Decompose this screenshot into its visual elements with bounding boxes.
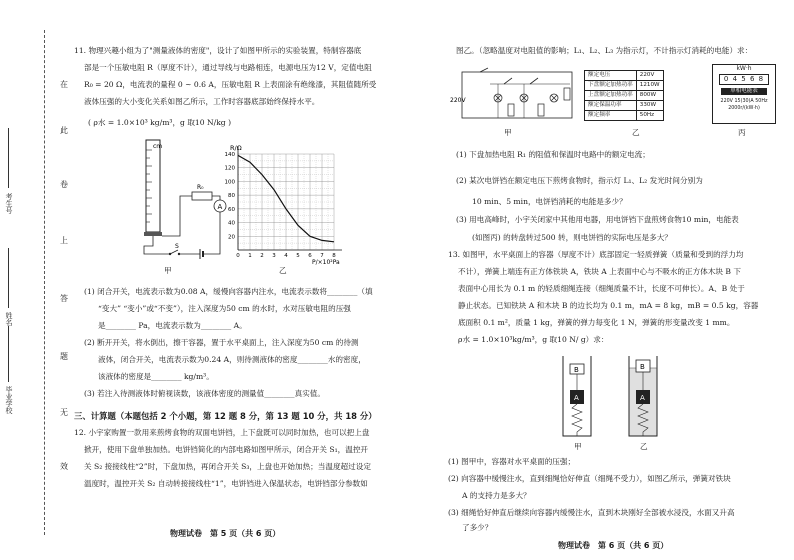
page-footer: 物理试卷 第 6 页（共 6 页） (558, 541, 669, 550)
binding-margin (0, 0, 70, 560)
q13-sub: (2) 向容器中缓慢注水，直到细绳恰好伸直（细绳不受力），如图乙所示，弹簧对铁块 (448, 474, 731, 483)
param-name: 上盘额定加热功率 (585, 91, 637, 101)
table-row (585, 111, 664, 121)
container-spring-figure-jia (562, 356, 592, 438)
table-row (585, 71, 664, 81)
q11-sub: 是________ Pa，电流表示数为________ A。 (98, 321, 247, 330)
x-tick-label: 6 (308, 253, 312, 259)
table-row (585, 91, 664, 101)
x-tick-label: 7 (320, 253, 324, 259)
table-row (585, 81, 664, 91)
q13-sub: (3) 细绳恰好伸直后继续向容器内缓慢注水，直到木块刚好全部被水浸没，水面又升高 (448, 508, 735, 517)
margin-label-name: 姓名 (5, 312, 13, 326)
q13-line: 不计），弹簧上端连有正方体铁块 A，铁块 A 上表面中心与不吸水的正方体木块 B 下 (458, 267, 742, 276)
q13-line: ρ水 = 1.0×10³kg/m³，g 取10 N/ g）求： (458, 335, 609, 344)
meter-type: 单相电能表 (721, 88, 767, 95)
q11-sub: “变大” “变小”或“不变”），注入深度为50 cm 的水时，水对压敏电阻的压强 (98, 304, 351, 313)
x-tick-label: 2 (260, 253, 264, 259)
param-name: 额定频率 (585, 111, 637, 121)
meter-unit: kW·h (736, 65, 752, 72)
q13-sub: A 的支持力是多大？ (462, 491, 531, 500)
scale-ticks (146, 150, 152, 222)
pressure-sensor (144, 232, 162, 236)
q13-line: 底面积 0.1 m²，质量 1 kg，弹簧的弹力每变化 1 N，弹簧的形变量改变 1 mm。 (458, 318, 735, 327)
param-value: 330W (636, 101, 663, 111)
switch-s3 (530, 78, 538, 84)
figure-label-jia: 甲 (504, 128, 512, 137)
svg-text:R₀: R₀ (197, 184, 204, 191)
q12-sub: (2) 某次电饼铛在额定电压下煎烤食物时，指示灯 L₁、L₂ 发光时间分别为 (456, 176, 703, 185)
seal-char: 上 (60, 236, 68, 245)
seal-char: 卷 (60, 180, 68, 189)
q11-sub: (2) 断开开关，将水倒出，擦干容器，置于水平桌面上，注入深度为50 cm 的待测 (84, 338, 359, 347)
seal-char: 在 (60, 80, 68, 89)
page-5 (74, 0, 404, 560)
q11-line: ( ρ水 = 1.0×10³ kg/m³，g 取10 N/kg ) (88, 118, 232, 127)
svg-text:B: B (574, 366, 579, 374)
q12-line: 温度时，温控开关 S₂ 自动转接接线柱“1”，电饼铛进入保温状态，电饼铛部分参数如 (84, 479, 368, 488)
x-tick-label: 0 (236, 253, 240, 259)
r-p-chart (216, 142, 366, 266)
q12-line: 12. 小宇家购置一款用来煎烤食物的双面电饼铛，上下盘既可以同时加热，也可以把上盘 (74, 428, 370, 437)
x-tick-label: 5 (296, 253, 300, 259)
blank-line (8, 248, 9, 308)
q12-sub: 10 min、5 min，电饼铛消耗的电能是多少？ (472, 197, 627, 206)
container-spring-figure-yi (628, 356, 658, 438)
blank-line (8, 128, 9, 188)
q12-sub: (如图丙) 的转盘转过500 转，则电饼铛的实际电压是多大？ (472, 233, 672, 242)
seal-char: 效 (60, 462, 68, 471)
param-name: 额定保温功率 (585, 101, 637, 111)
cooker-circuit (450, 64, 580, 126)
q11-line: 液体压强的大小变化关系如图乙所示，工作时容器底部始终保持水平。 (84, 97, 320, 106)
q11-sub: 该液体的密度是________ kg/m³。 (98, 372, 214, 381)
figure-label-bing: 丙 (738, 128, 746, 137)
seal-char: 答 (60, 294, 68, 303)
cm-label: cm (153, 143, 163, 150)
q13-line: 13. 如图甲，水平桌面上的容器（厚度不计）底部固定一轻质弹簧（质量和受到的浮力均 (448, 250, 744, 259)
svg-text:A: A (640, 394, 645, 402)
y-tick-label: 40 (228, 220, 235, 227)
seal-char: 此 (60, 126, 68, 135)
heating-resistors (508, 88, 570, 116)
y-tick-label: 140 (224, 152, 235, 158)
q12-sub: (3) 用电高峰时，小宇关闭家中其他用电器，用电饼铛下盘煎烤食物10 min，电能表 (456, 215, 739, 224)
chart-xlabel: P/×10²Pa (312, 259, 340, 266)
param-name: 下盘额定加热功率 (585, 81, 637, 91)
seal-char: 题 (60, 352, 68, 361)
intro-line: 图乙。（忽略温度对电阻值的影响；L₁、L₂、L₃ 为指示灯，不计指示灯消耗的电能）求： (456, 46, 753, 55)
param-value: 50Hz (636, 111, 663, 121)
param-value: 220V (636, 71, 663, 81)
page-6 (432, 0, 788, 560)
param-value: 800W (636, 91, 663, 101)
x-tick-label: 4 (284, 253, 288, 259)
resistor-r0 (192, 192, 212, 200)
q13-sub: (1) 图甲中，容器对水平桌面的压强； (448, 457, 576, 466)
svg-text:A: A (574, 394, 579, 402)
section-heading: 三、计算题（本题包括 2 个小题，第 12 题 8 分，第 13 题 10 分，共 18 分） (74, 411, 377, 421)
figure-container-circuit (130, 136, 230, 266)
q11-line: 11. 物理兴趣小组为了"测量液体的密度"，设计了如图甲所示的实验装置，特制容器底 (74, 46, 362, 55)
figure-label-jia: 甲 (164, 266, 172, 275)
parameter-table (584, 70, 664, 121)
chart-ylabel: R/Ω (230, 144, 242, 152)
switch-s (170, 250, 178, 254)
y-tick-label: 100 (224, 179, 235, 186)
figure-label-yi: 乙 (279, 266, 287, 275)
binding-dashed-line (44, 30, 45, 535)
svg-text:B: B (640, 363, 645, 371)
x-tick-label: 1 (248, 253, 252, 259)
figure-label-yi: 乙 (632, 128, 640, 137)
q13-line: 表面中心用长为 0.1 m 的轻质细绳连接（细绳质量不计，长度不可伸长）。A、B 处于 (458, 284, 745, 293)
q13-line: 静止状态。已知铁块 A 和木块 B 的边长均为 0.1 m，mA = 8 kg，mB = 0.5 kg，容器 (458, 301, 759, 310)
q12-sub: (1) 下盘加热电阻 R₁ 的阻值和保温时电路中的额定电流； (456, 150, 650, 159)
y-tick-label: 20 (228, 234, 235, 241)
x-tick-label: 8 (332, 253, 336, 259)
table-row (585, 101, 664, 111)
y-tick-label: 120 (224, 165, 235, 172)
q11-line: R₀ = 20 Ω，电流表的量程 0 ~ 0.6 A，压敏电阻 R 上表面涂有绝缘漆，其阻值随所受 (84, 80, 377, 89)
q13-sub: 了多少？ (462, 523, 493, 532)
q11-sub: 液体，闭合开关，电流表示数为0.24 A，则待测液体的密度________水的密度， (98, 355, 366, 364)
x-tick-label: 3 (272, 253, 276, 259)
margin-label-exam-id: 考生号 (5, 193, 13, 214)
energy-meter (712, 64, 776, 124)
page-footer: 物理试卷 第 5 页（共 6 页） (170, 529, 281, 538)
q11-sub: (3) 若注入待测液体时俯视读数，该液体密度的测量值________真实值。 (84, 389, 325, 398)
q11-sub: (1) 闭合开关，电流表示数为0.08 A，缓慢向容器内注水，电流表示数将________（填 (84, 287, 373, 296)
chart-grid (238, 146, 342, 250)
param-name: 额定电压 (585, 71, 637, 81)
svg-text:A: A (217, 203, 223, 211)
y-tick-label: 80 (228, 193, 235, 200)
y-tick-label: 60 (228, 206, 235, 213)
svg-text:S: S (175, 243, 179, 250)
q11-line: 部是一个压敏电阻 R（厚度不计），通过导线与电路相连，电源电压为12 V，定值电阻 (84, 63, 372, 72)
q12-line: 关 S₂ 接接线柱“2”时，下盘加热，再闭合开关 S₃，上盘也开始加热；当温度超过设定 (84, 462, 371, 471)
spring (572, 404, 582, 436)
switch-s1 (480, 68, 488, 72)
param-value: 1210W (636, 81, 663, 91)
indicator-lamps (494, 94, 558, 102)
voltage-label: 220V (450, 97, 466, 104)
meter-spec: 220V 15(30)A 50Hz (720, 99, 768, 104)
meter-digits: 0 4 5 6 8 (719, 74, 769, 85)
blank-line (8, 326, 9, 382)
figure-label-jia: 甲 (574, 442, 582, 451)
meter-constant: 2000r/(kW·h) (728, 106, 760, 111)
seal-char: 无 (60, 408, 68, 417)
figure-label-yi: 乙 (640, 442, 648, 451)
switch-s2 (504, 78, 512, 84)
margin-label-school: 毕业学校 (5, 386, 13, 414)
q12-line: 掀开，使用下盘单独加热。电饼铛简化的内部电路如图甲所示，闭合开关 S₁，温控开 (84, 445, 369, 454)
